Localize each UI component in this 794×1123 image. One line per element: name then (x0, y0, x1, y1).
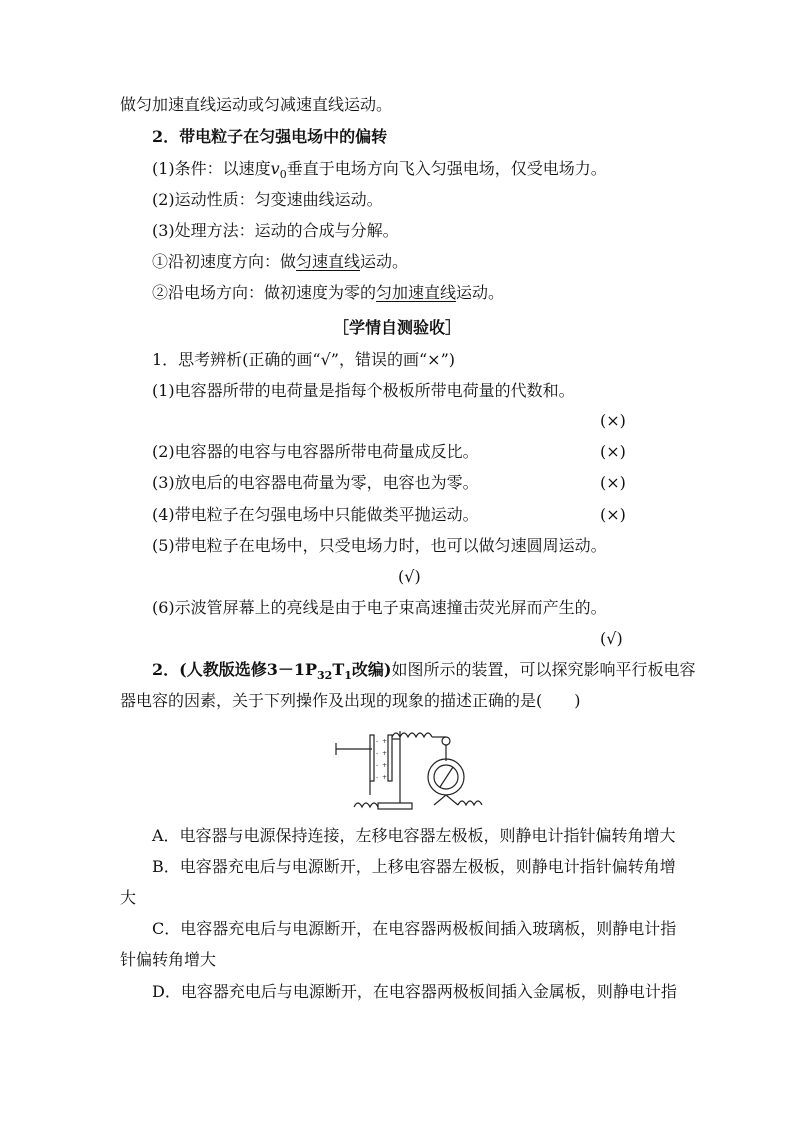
connecting-wire-coil (392, 733, 432, 737)
mark-3: (×) (600, 473, 626, 492)
option-c-line-2: 针偏转角增大 (120, 950, 217, 969)
text-line-1: 做匀加速直线运动或匀减速直线运动。 (120, 95, 393, 114)
q2-source-d: 改编) (351, 660, 392, 679)
charge-sign-plus-1: + (382, 738, 388, 745)
initial-direction-post: 运动。 (360, 252, 409, 271)
condition-pre: (1)条件：以速度 (152, 159, 271, 178)
mark-6: (√) (600, 629, 623, 648)
charge-sign-plus-4: + (382, 774, 388, 781)
mark-1: (×) (600, 411, 626, 430)
charge-sign-plus-2: + (382, 750, 388, 757)
electroscope-ground-coil (458, 801, 482, 805)
electroscope-feet (434, 795, 458, 805)
velocity-subscript: 0 (279, 168, 287, 182)
q2-text: 如图所示的装置，可以探究影响平行板电容 (391, 660, 696, 679)
motion-nature-line: (2)运动性质：匀变速曲线运动。 (152, 190, 383, 209)
capacitor-right-plate (388, 735, 392, 781)
initial-direction-pre: ①沿初速度方向：做 (152, 252, 297, 271)
option-d-line-1: D．电容器充电后与电源断开，在电容器两极板间插入金属板，则静电计指 (152, 982, 677, 1001)
q2-source-sub1: 32 (317, 669, 333, 683)
option-a: A．电容器与电源保持连接，左移电容器左极板，则静电计指针偏转角增大 (152, 826, 676, 845)
mark-4: (×) (600, 505, 626, 524)
uniform-linear-text: 匀速直线 (296, 252, 361, 271)
condition-post: 垂直于电场方向飞入匀强电场，仅受电场力。 (286, 159, 607, 178)
option-c-line-1: C．电容器充电后与电源断开，在电容器两极板间插入玻璃板，则静电计指 (152, 919, 677, 938)
method-line: (3)处理方法：运动的合成与分解。 (152, 221, 399, 240)
stand-base (378, 803, 412, 809)
initial-direction-line (152, 252, 712, 272)
q2-source-b: 3－1P (266, 660, 318, 679)
statement-1: (1)电容器所带的电荷量是指每个极板所带电荷量的代数和。 (152, 381, 575, 400)
statement-2: (2)电容器的电容与电容器所带电荷量成反比。 (152, 442, 479, 461)
field-direction-line (152, 283, 712, 303)
field-direction-post: 运动。 (456, 283, 505, 302)
question-2-line-1 (152, 660, 712, 686)
capacitor-left-plate (370, 735, 374, 781)
option-b-line-2: 大 (120, 888, 137, 907)
electroscope-knob (442, 737, 450, 745)
statement-4: (4)带电粒子在匀强电场中只能做类平抛运动。 (152, 505, 479, 524)
condition-line (152, 159, 712, 185)
electroscope-needle (440, 767, 453, 787)
statement-3: (3)放电后的电容器电荷量为零，电容也为零。 (152, 473, 479, 492)
q2-source-c: T (332, 660, 345, 679)
charge-sign-minus-2: - (376, 750, 379, 757)
question-2-line-2: 器电容的因素，关于下列操作及出现的现象的描述正确的是( ) (120, 691, 581, 710)
statement-6: (6)示波管屏幕上的亮线是由于电子束高速撞击荧光屏而产生的。 (152, 598, 607, 617)
self-test-heading: ［学情自测验收］ (332, 318, 461, 337)
charge-sign-minus-1: - (376, 738, 379, 745)
statement-5: (5)带电粒子在电场中，只受电场力时，也可以做匀速圆周运动。 (152, 536, 607, 555)
velocity-symbol: v (270, 159, 280, 178)
field-direction-pre: ②沿电场方向：做初速度为零的 (152, 283, 377, 302)
capacitor-apparatus-figure (334, 725, 494, 815)
mark-5: (√) (398, 567, 421, 586)
q2-source-a: 2．(人教版选修 (152, 660, 267, 679)
charge-sign-plus-3: + (382, 762, 388, 769)
mark-2: (×) (600, 442, 626, 461)
charge-sign-minus-4: - (376, 774, 379, 781)
accelerated-linear-text: 匀加速直线 (376, 283, 457, 302)
section-title: 2．带电粒子在匀强电场中的偏转 (152, 127, 388, 146)
ground-coil (354, 803, 378, 807)
charge-sign-minus-3: - (376, 762, 379, 769)
option-b-line-1: B．电容器充电后与电源断开，上移电容器左极板，则静电计指针偏转角增 (152, 857, 676, 876)
question-1-title: 1．思考辨析(正确的画“√”，错误的画“×”) (152, 350, 455, 369)
q2-source-sub2: 1 (344, 669, 352, 683)
